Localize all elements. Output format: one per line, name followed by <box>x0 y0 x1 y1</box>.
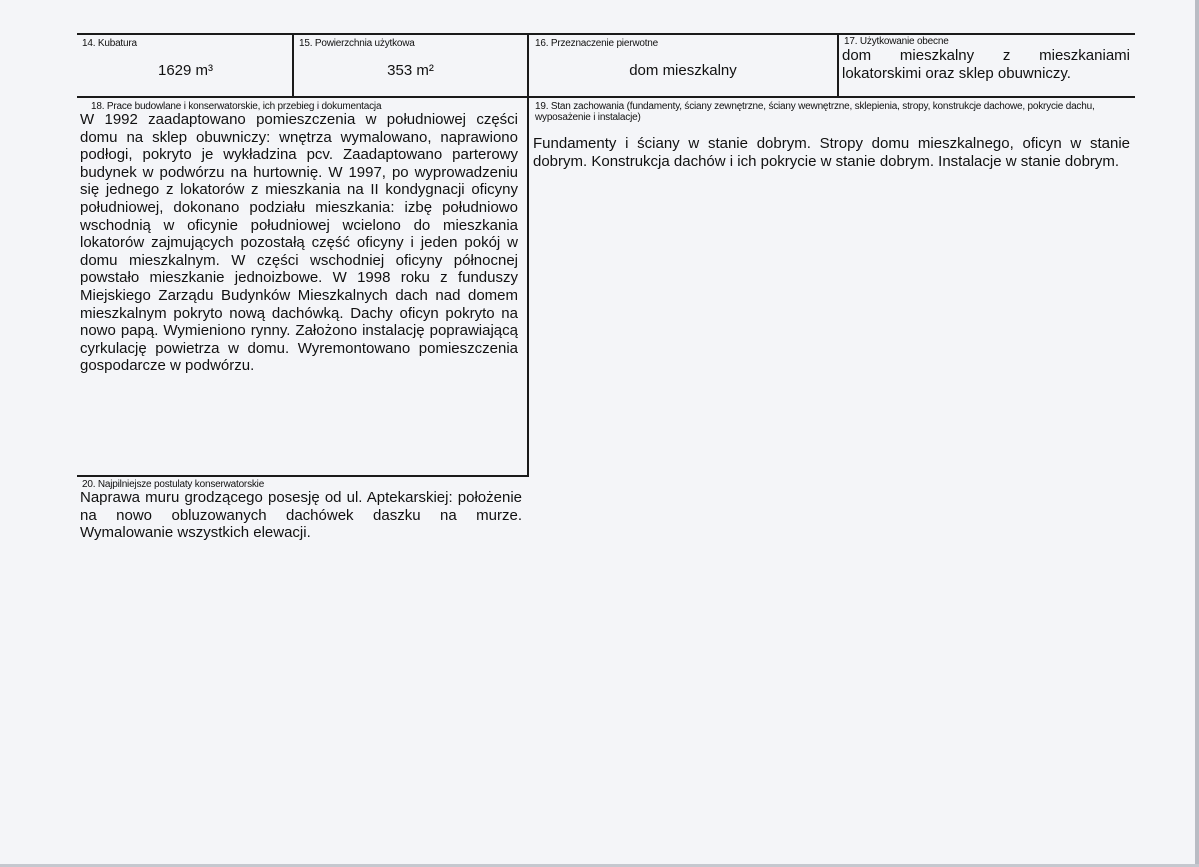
field-18-label: 18. Prace budowlane i konserwatorskie, ich przebieg i dokumentacja <box>91 101 382 112</box>
field-16-label: 16. Przeznaczenie pierwotne <box>535 38 659 49</box>
field-18-text: W 1992 zaadaptowano pomieszczenia w południowej części domu na sklep obuwniczy: wnętrza wymalowano, naprawiono podłogi, pokryto je wykładzina pcv. Zaadaptowano parterowy budynek w podwórzu na hurtownię. W 1997, po wyprowadzeniu się jednego z lokatorów z mieszkania na II kondygnacji oficyny południowej, dokonano podziału mieszkania: izbę południowo wschodnią w oficynie południowej wcielono do mieszkania lokatorów zajmujących pozostałą część oficyny i jeden pokój w domu mieszkalnym. W części wschodniej oficyny północnej powstało mieszkanie jednoizbowe. W 1998 roku z funduszy Miejskiego Zarządu Budynków Mieszkalnych dach nad domem mieszkalnym pokryto nową dachówką. Dachy oficyn pokryto na nowo papą. Wymieniono rynny. Założono instalację poprawiającą cyrkulację powietrza w domu. Wyremontowano pomieszczenia gospodarcze w podwórzu. <box>80 111 518 375</box>
field-14-label: 14. Kubatura <box>82 38 137 49</box>
field-16-value: dom mieszkalny <box>629 62 737 79</box>
scan-edge-right <box>1195 0 1199 867</box>
field-17-label: 17. Użytkowanie obecne <box>844 36 949 47</box>
column-divider-line-2 <box>527 33 529 477</box>
field-17-value: dom mieszkalny z mieszkaniami lokatorskimi oraz sklep obuwniczy. <box>842 47 1130 82</box>
section-20-divider-line <box>77 475 528 477</box>
field-20-text: Naprawa muru grodzącego posesję od ul. Aptekarskiej: położenie na nowo obluzowanych dachówek daszku na murze. Wymalowanie wszystkich elewacji. <box>80 489 522 542</box>
top-border-line <box>77 33 1135 35</box>
column-divider-line-3 <box>837 33 839 97</box>
field-20-label: 20. Najpilniejsze postulaty konserwatorskie <box>82 479 265 490</box>
field-15-label: 15. Powierzchnia użytkowa <box>299 38 415 49</box>
field-19-text: Fundamenty i ściany w stanie dobrym. Stropy domu mieszkalnego, oficyn w stanie dobrym. Konstrukcja dachów i ich pokrycie w stanie dobrym. Instalacje w stanie dobrym. <box>533 135 1130 170</box>
row-divider-line <box>77 96 1135 98</box>
field-19-label: 19. Stan zachowania (fundamenty, ściany zewnętrzne, ściany wewnętrzne, sklepienia, stropy, konstrukcje dachowe, pokrycie dachu, wyposażenie i instalacje) <box>535 101 1095 123</box>
field-15-value: 353 m² <box>387 62 434 79</box>
field-14-value: 1629 m³ <box>157 62 214 79</box>
